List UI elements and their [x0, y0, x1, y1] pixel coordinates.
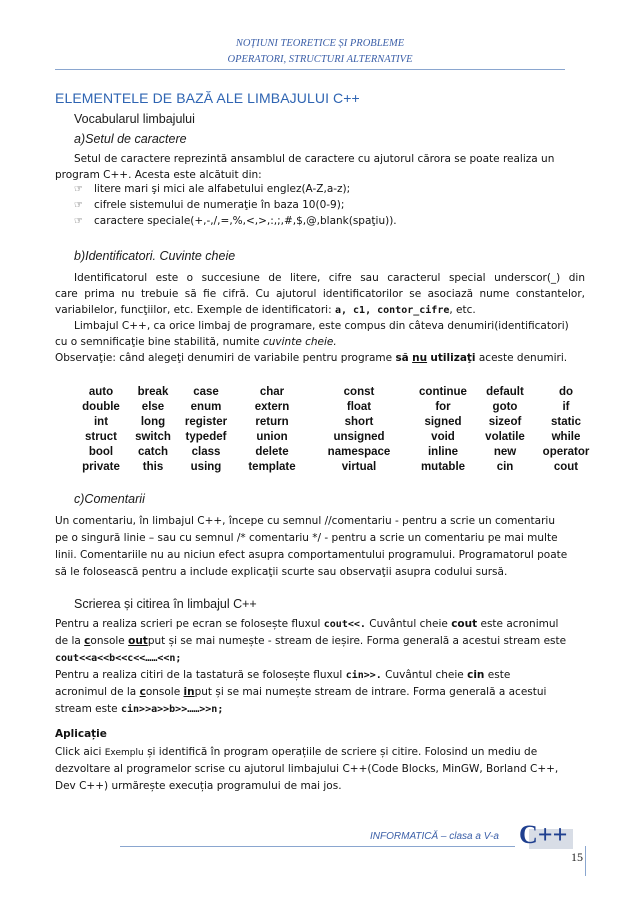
- keyword-cell: register: [184, 416, 228, 428]
- identifiers-line-2: care prima nu trebuie să fie cifră. Cu ajutorul identificatorilor se asociază nume constantelor,: [55, 288, 585, 300]
- page-number: 15: [571, 850, 583, 864]
- comments-line-2: pe o singură linie – sau cu semnul /* comentariu */ - pentru a scrie un comentariu pe mai multe: [55, 532, 558, 544]
- keyword-cell: case: [193, 386, 219, 398]
- cpp-logo: [515, 815, 577, 853]
- header-divider: [55, 69, 565, 70]
- keyword-cell: cout: [553, 461, 579, 473]
- keyword-cell: this: [142, 461, 164, 473]
- example-link[interactable]: Exemplu: [104, 748, 144, 758]
- header-line-2: OPERATORI, STRUCTURI ALTERNATIVE: [227, 54, 413, 65]
- keyword-cell: break: [137, 386, 169, 398]
- identifiers-line-4: Limbajul C++, ca orice limbaj de programare, este compus din câteva denumiri(identificatori): [74, 320, 569, 332]
- keyword-cell: enum: [190, 401, 222, 413]
- io-line-5: acronimul de la console input și se mai numește stream de intrare. Forma generală a acestui: [55, 686, 547, 698]
- keyword-row: [74, 415, 600, 430]
- keyword-cell: template: [248, 461, 296, 473]
- keyword-cell: auto: [88, 386, 114, 398]
- keyword-cell: catch: [137, 446, 169, 458]
- keyword-cell: bool: [88, 446, 114, 458]
- keyword-row: [74, 445, 600, 460]
- keyword-cell: char: [259, 386, 285, 398]
- keyword-cell: return: [255, 416, 289, 428]
- keyword-cell: while: [551, 431, 581, 443]
- keyword-cell: cin: [496, 461, 514, 473]
- keyword-cell: const: [343, 386, 375, 398]
- keyword-cell: void: [431, 431, 455, 443]
- keyword-cell: new: [493, 446, 517, 458]
- application-line-3: Dev C++) urmărește execuția programului de mai jos.: [55, 780, 342, 792]
- identifiers-line-1: Identificatorul este o succesiune de litere, cifre sau caracterul special underscor(_) din: [74, 272, 585, 284]
- identifiers-line-5: cu o semnificaţie bine stabilită, numite cuvinte cheie.: [55, 336, 337, 348]
- keyword-cell: typedef: [185, 431, 227, 443]
- keyword-cell: default: [486, 386, 524, 398]
- keyword-cell: signed: [424, 416, 462, 428]
- keyword-row: [74, 400, 600, 415]
- keyword-cell: private: [82, 461, 120, 473]
- keyword-cell: if: [562, 401, 570, 413]
- keyword-cell: namespace: [327, 446, 391, 458]
- keyword-cell: mutable: [420, 461, 466, 473]
- keyword-cell: union: [256, 431, 288, 443]
- observation: Observaţie: când alegeţi denumiri de variabile pentru programe să nu utilizaţi aceste denumiri.: [55, 352, 568, 364]
- footer-divider: [120, 846, 515, 847]
- application-line-1: Click aici Exemplu și identifică în program operațiile de scriere și citire. Folosind un mediu de: [55, 746, 538, 758]
- footer-vertical-divider: [585, 846, 586, 876]
- identifiers-line-3: variabilelor, funcţiilor, etc. Exemple de identificatori: a, c1, contor_cifre, etc.: [55, 304, 476, 316]
- header-line-1: NOȚIUNI TEORETICE ȘI PROBLEME: [235, 38, 405, 49]
- identifiers-title: b)Identificatori. Cuvinte cheie: [74, 249, 236, 263]
- keyword-cell: int: [93, 416, 109, 428]
- logo-text: C++: [519, 820, 568, 849]
- keyword-cell: for: [435, 401, 451, 413]
- keyword-cell: delete: [255, 446, 289, 458]
- charset-bullet: ☞ litere mari şi mici ale alfabetului englez(A-Z,a-z);: [74, 183, 351, 195]
- keyword-cell: virtual: [341, 461, 377, 473]
- keyword-cell: static: [550, 416, 582, 428]
- comments-line-3: linii. Comentariile nu au niciun efect asupra comportamentului programului. Programatorul poate: [55, 549, 568, 561]
- keyword-cell: struct: [85, 431, 117, 443]
- keyword-cell: switch: [135, 431, 171, 443]
- keyword-cell: volatile: [485, 431, 525, 443]
- keyword-cell: operator: [542, 446, 590, 458]
- keyword-cell: float: [346, 401, 372, 413]
- io-line-2: de la console output și se mai numește - stream de ieșire. Forma generală a acestui stream este: [55, 635, 567, 647]
- keyword-row: [74, 430, 600, 445]
- identifier-examples: a, c1, contor_cifre: [334, 305, 450, 316]
- footer-text: INFORMATICĂ – clasa a V-a: [370, 831, 499, 842]
- comments-line-4: să le folosească pentru a include explicaţii scurte sau observaţii asupra codului sursă.: [55, 566, 508, 578]
- io-line-6: stream este cin>>a>>b>>……>>n;: [55, 703, 224, 715]
- pointing-hand-icon: ☞: [74, 184, 83, 195]
- io-title: Scrierea și citirea în limbajul C++: [74, 597, 257, 611]
- keyword-cell: using: [190, 461, 222, 473]
- keyword-cell: double: [82, 401, 120, 413]
- keyword-cell: goto: [492, 401, 518, 413]
- charset-bullet: ☞ caractere speciale(+,-,/,=,%,<,>,:,;,#,$,@,blank(spaţiu)).: [74, 215, 397, 227]
- pointing-hand-icon: ☞: [74, 216, 83, 227]
- application-line-2: dezvoltare al programelor scrise cu ajutorul limbajului C++(Code Blocks, MinGW, Borland C++,: [55, 763, 559, 775]
- keyword-cell: inline: [427, 446, 459, 458]
- keyword-cell: sizeof: [488, 416, 522, 428]
- charset-bullet: ☞ cifrele sistemului de numeraţie în baza 10(0-9);: [74, 199, 345, 211]
- pointing-hand-icon: ☞: [74, 200, 83, 211]
- keyword-row: [74, 385, 600, 400]
- keyword-cell: extern: [254, 401, 290, 413]
- charset-para-1: Setul de caractere reprezintă ansamblul de caractere cu ajutorul cărora se poate realiza un: [74, 153, 555, 165]
- keyword-row: [74, 460, 600, 475]
- io-line-1: Pentru a realiza scrieri pe ecran se folosește fluxul cout<<. Cuvântul cheie cout este acronimul: [55, 618, 559, 630]
- keywords-table: [74, 385, 600, 475]
- keyword-cell: long: [140, 416, 166, 428]
- application-title: Aplicație: [55, 728, 107, 740]
- charset-para-2: program C++. Acesta este alcătuit din:: [55, 169, 262, 181]
- charset-title: a)Setul de caractere: [74, 132, 187, 146]
- keyword-cell: do: [558, 386, 574, 398]
- keyword-cell: unsigned: [333, 431, 385, 443]
- main-title: ELEMENTELE DE BAZĂ ALE LIMBAJULUI C++: [55, 90, 360, 106]
- keyword-cell: else: [141, 401, 165, 413]
- comments-line-1: Un comentariu, în limbajul C++, începe cu semnul //comentariu - pentru a scrie un comentariu: [55, 515, 555, 527]
- io-line-3: cout<<a<<b<<c<<……<<n;: [55, 653, 182, 664]
- keyword-cell: short: [344, 416, 374, 428]
- io-line-4: Pentru a realiza citiri de la tastatură se folosește fluxul cin>>. Cuvântul cheie cin este: [55, 669, 511, 681]
- keyword-cell: continue: [419, 386, 467, 398]
- keyword-cell: class: [191, 446, 221, 458]
- vocab-title: Vocabularul limbajului: [74, 112, 195, 126]
- comments-title: c)Comentarii: [74, 492, 145, 506]
